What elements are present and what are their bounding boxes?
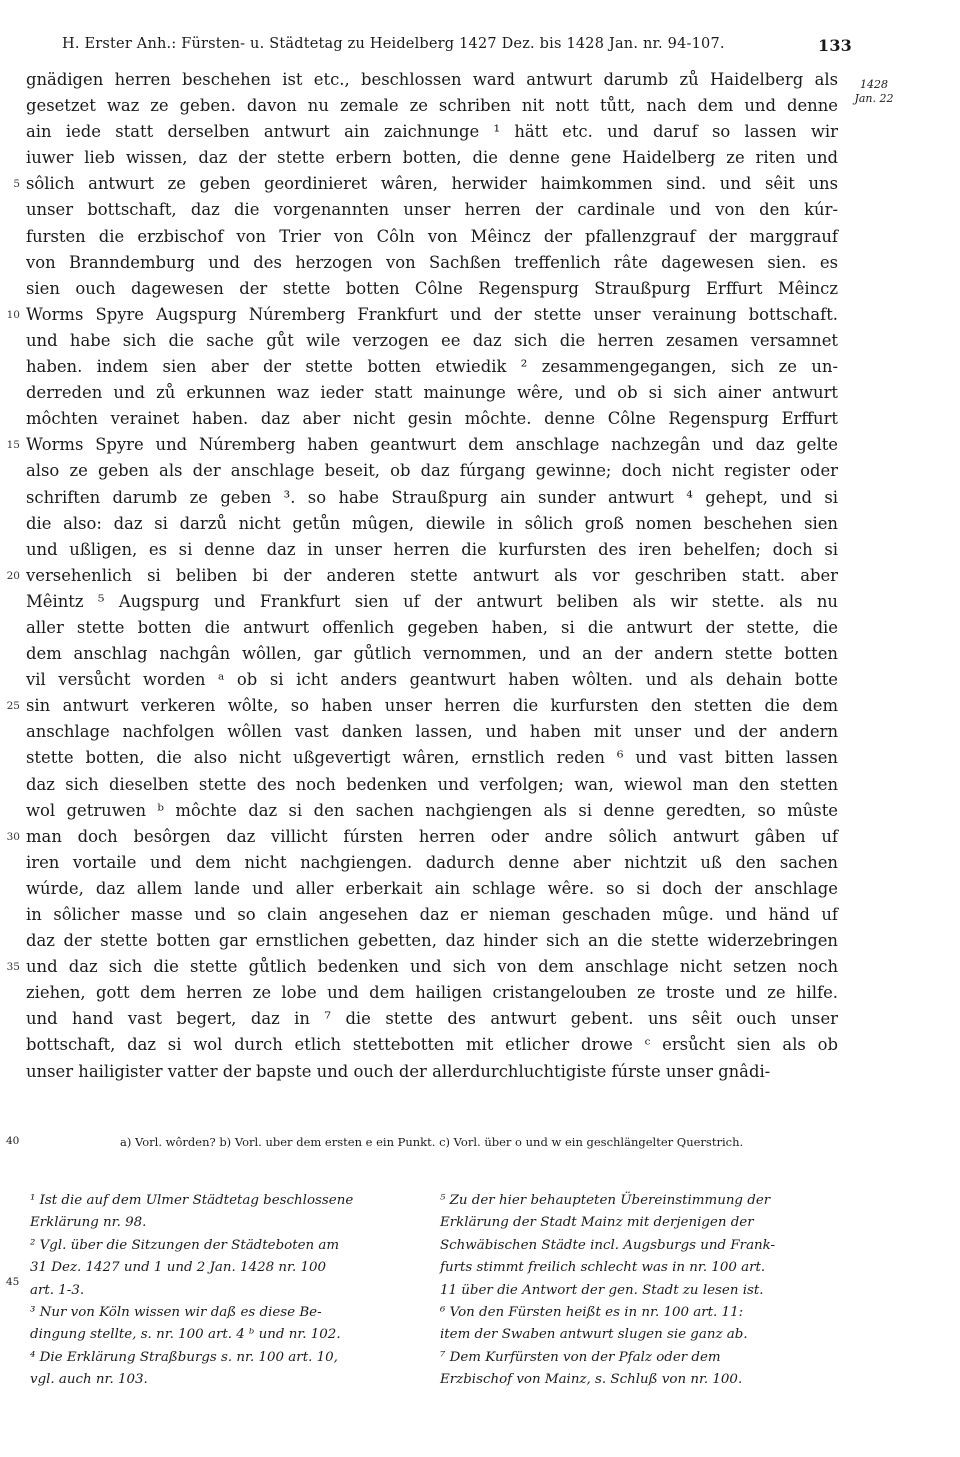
- text-line: [26, 798, 838, 824]
- text-line: [26, 1059, 838, 1085]
- line-text: bottschaft, daz si wol durch etlich stettebotten mit etlicher drowe ᶜ ersůcht sien als ob: [26, 1035, 838, 1055]
- footnote-line: 31 Dez. 1427 und 1 und 2 Jan. 1428 nr. 100: [30, 1260, 327, 1276]
- line-text: in sôlicher masse und so clain angesehen daz er nieman geschaden mûge. und händ uf: [26, 905, 838, 924]
- text-line: [26, 197, 838, 223]
- text-line: [6, 693, 838, 719]
- line-text: Worms Spyre Augspurg Núremberg Frankfurt und der stette unser verainung bottschaft.: [26, 304, 838, 324]
- footnote-line: Erklärung der Stadt Mainz mit derjenigen der: [440, 1215, 754, 1231]
- line-text: fursten die erzbischof von Trier von Côln von Mêincz der pfallenzgrauf der marggrauf: [26, 226, 838, 246]
- line-number: 30: [6, 830, 20, 843]
- line-number: 35: [6, 961, 20, 974]
- line-text: Mêintz ⁵ Augspurg und Frankfurt sien uf der antwurt beliben als wir stette. als nu: [26, 591, 838, 611]
- line-text: unser hailigister vatter der bapste und ouch der allerdurchluchtigiste fúrste unser gnâdi-: [26, 1061, 771, 1081]
- text-line: [26, 615, 838, 641]
- text-line: [26, 354, 838, 380]
- footnotes-right: [440, 1190, 834, 1392]
- text-line: [26, 406, 838, 432]
- line-text: ain iede statt derselben antwurt ain zaichnunge ¹ hätt etc. und daruf so lassen wir: [26, 122, 838, 142]
- line-text: daz der stette botten gar ernstlichen gebetten, daz hinder sich an die stette widerzebringen: [26, 931, 838, 951]
- text-line: [26, 67, 838, 93]
- text-line: [26, 876, 838, 902]
- body-text: [6, 67, 838, 1085]
- footnote-line: Schwäbischen Städte incl. Augsburgs und Frank-: [440, 1237, 776, 1253]
- line-text: wol getruwen ᵇ môchte daz si den sachen nachgiengen als si denne geredten, so mûste: [26, 800, 838, 820]
- line-text: gesetzet waz ze geben. davon nu zemale ze schriben nit nott tůtt, nach dem und denne: [26, 96, 838, 116]
- footnote-line: vgl. auch nr. 103.: [30, 1372, 148, 1388]
- text-line: [26, 328, 838, 354]
- text-line: [13, 171, 838, 197]
- line-text: sin antwurt verkeren wôlte, so haben unser herren die kurfursten den stetten die dem: [26, 696, 838, 716]
- line-text: die also: daz si darzů nicht getůn mûgen, diewile in sôlich groß nomen beschehen sien: [26, 513, 838, 533]
- line-number: 20: [6, 569, 20, 582]
- line-text: Worms Spyre und Núremberg haben geantwurt dem anschlage nachzegân und daz gelte: [26, 435, 838, 455]
- footnotes-left: [30, 1190, 385, 1392]
- text-line: [26, 485, 838, 511]
- line-text: daz sich dieselben stette des noch bedenken und verfolgen; wan, wiewol man den stetten: [26, 774, 838, 794]
- line-number-40: 40: [6, 1135, 20, 1147]
- text-line: [26, 380, 838, 406]
- footnote-line: furts stimmt freilich schlecht was in nr. 100 art.: [440, 1260, 766, 1276]
- page-number: 133: [818, 36, 852, 55]
- text-line: [26, 719, 838, 745]
- text-line: [26, 93, 838, 119]
- text-line: [26, 537, 838, 563]
- running-header: [62, 36, 852, 58]
- line-text: sien ouch dagewesen der stette botten Côlne Regenspurg Straußpurg Erffurt Mêincz: [26, 278, 838, 298]
- line-text: derreden und zů erkunnen waz ieder statt mainunge wêre, und ob si sich ainer antwurt: [26, 383, 838, 403]
- line-text: stette botten, die also nicht ußgevertigt wâren, ernstlich reden ⁶ und vast bitten lassen: [26, 748, 838, 768]
- footnote-line: ³ Nur von Köln wissen wir daß es diese Be-: [30, 1305, 322, 1321]
- line-text: und daz sich die stette gůtlich bedenken und sich von dem anschlage nicht setzen noch: [26, 957, 838, 977]
- line-text: haben. indem sien aber der stette botten etwiedik ² zesammengegangen, sich ze un-: [26, 357, 838, 377]
- text-line: [26, 980, 838, 1006]
- footnote-line: dingung stellte, s. nr. 100 art. 4 ᵇ und nr. 102.: [30, 1327, 341, 1343]
- line-text: man doch besôrgen daz villicht fúrsten herren oder andre sôlich antwurt gâben uf: [26, 826, 838, 846]
- text-line: [26, 745, 838, 771]
- line-text: und ußligen, es si denne daz in unser herren die kurfursten des iren behelfen; doch si: [26, 539, 838, 559]
- line-number: 10: [6, 308, 20, 321]
- line-number-45: 45: [6, 1276, 20, 1288]
- line-text: unser bottschaft, daz die vorgenannten unser herren der cardinale und von den kúr-: [26, 200, 838, 220]
- text-line: [6, 432, 838, 458]
- line-text: iren vortaile und dem nicht nachgiengen. dadurch denne aber nichtzit uß den sachen: [26, 852, 838, 872]
- line-text: und habe sich die sache gůt wile verzogen ee daz sich die herren zesamen versamnet: [26, 330, 838, 350]
- text-line: [26, 850, 838, 876]
- text-line: [6, 824, 838, 850]
- text-line: [26, 511, 838, 537]
- footnote-line: ⁷ Dem Kurfürsten von der Pfalz oder dem: [440, 1349, 721, 1365]
- text-line: [26, 276, 838, 302]
- footnote-line: item der Swaben antwurt slugen sie ganz ab.: [440, 1327, 748, 1343]
- margin-day: Jan. 22: [854, 92, 894, 105]
- line-text: also ze geben als der anschlage beseit, ob daz fúrgang gewinne; doch nicht register oder: [26, 461, 838, 481]
- line-number: 5: [13, 178, 20, 191]
- line-text: von Branndemburg und des herzogen von Sachßen treffenlich râte dagewesen sien. es: [26, 252, 838, 272]
- footnote-line: 11 über die Antwort der gen. Stadt zu lesen ist.: [440, 1282, 764, 1298]
- footnote-line: ² Vgl. über die Sitzungen der Städteboten am: [30, 1237, 340, 1253]
- text-line: [26, 119, 838, 145]
- variant-notes: a) Vorl. wôrden? b) Vorl. uber dem ersten e ein Punkt. c) Vorl. über o und w ein geschlängelter Querstrich.: [120, 1135, 744, 1149]
- line-number: 15: [6, 439, 20, 452]
- text-line: [26, 458, 838, 484]
- line-text: anschlage nachfolgen wôllen vast danken lassen, und haben mit unser und der andern: [26, 722, 838, 742]
- footnote-line: Erzbischof von Mainz, s. Schluß von nr. 100.: [440, 1372, 743, 1388]
- line-text: iuwer lieb wissen, daz der stette erbern botten, die denne gene Haidelberg ze riten und: [26, 148, 838, 168]
- line-text: aller stette botten die antwurt offenlich gegeben haben, si die antwurt der stette, die: [26, 617, 838, 637]
- line-text: vil versůcht worden ᵃ ob si icht anders geantwurt haben wôlten. und als dehain botte: [26, 670, 838, 690]
- footnote-line: ⁴ Die Erklärung Straßburgs s. nr. 100 art. 10,: [30, 1349, 338, 1365]
- text-line: [26, 667, 838, 693]
- line-text: ziehen, gott dem herren ze lobe und dem hailigen cristangelouben ze troste und ze hilfe.: [26, 983, 838, 1003]
- text-line: [6, 563, 838, 589]
- text-line: [26, 641, 838, 667]
- line-text: gnädigen herren beschehen ist etc., beschlossen ward antwurt darumb zů Haidelberg als: [26, 70, 838, 89]
- line-text: dem anschlag nachgân wôllen, gar gůtlich vernommen, und an der andern stette botten: [26, 644, 838, 664]
- line-text: versehenlich si beliben bi der anderen stette antwurt als vor geschriben statt. aber: [26, 565, 838, 585]
- text-line: [26, 250, 838, 276]
- footnote-line: ⁶ Von den Fürsten heißt es in nr. 100 art. 11:: [440, 1305, 744, 1321]
- text-line: [26, 224, 838, 250]
- text-line: [6, 954, 838, 980]
- text-line: [26, 928, 838, 954]
- header-title: H. Erster Anh.: Fürsten- u. Städtetag zu Heidelberg 1427 Dez. bis 1428 Jan. nr. 94-107.: [62, 36, 725, 52]
- footnote-line: ⁵ Zu der hier behaupteten Übereinstimmung der: [440, 1193, 771, 1208]
- text-line: [26, 589, 838, 615]
- footnote-line: Erklärung nr. 98.: [30, 1215, 147, 1231]
- text-line: [26, 902, 838, 928]
- text-line: [26, 1006, 838, 1032]
- footnote-line: ¹ Ist die auf dem Ulmer Städtetag beschlossene: [30, 1193, 354, 1208]
- line-text: sôlich antwurt ze geben geordinieret wâren, herwider haimkommen sind. und sêit uns: [26, 174, 838, 194]
- margin-year: 1428: [860, 78, 888, 91]
- margin-date: [846, 78, 902, 106]
- line-text: wúrde, daz allem lande und aller erberkait ain schlage wêre. so si doch der anschlage: [26, 878, 838, 898]
- line-text: môchten verainet haben. daz aber nicht gesin môchte. denne Côlne Regenspurg Erffurt: [26, 409, 838, 429]
- text-line: [26, 772, 838, 798]
- text-line: [26, 1032, 838, 1058]
- line-text: und hand vast begert, daz in ⁷ die stette des antwurt gebent. uns sêit ouch unser: [26, 1009, 838, 1029]
- text-line: [6, 302, 838, 328]
- footnote-line: art. 1-3.: [30, 1282, 85, 1298]
- line-text: schriften darumb ze geben ³. so habe Straußpurg ain sunder antwurt ⁴ gehept, und si: [26, 487, 838, 507]
- text-line: [26, 145, 838, 171]
- line-number: 25: [6, 700, 20, 713]
